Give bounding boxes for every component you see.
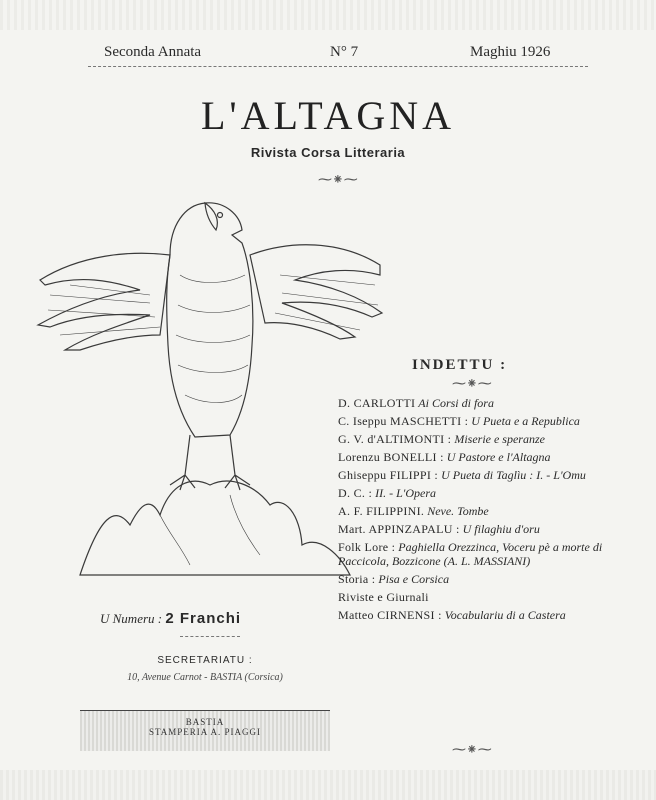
secretariat-label: SECRETARIATU :: [157, 655, 253, 666]
index-entry: Ghiseppu FILIPPI : U Pueta di Taglìu : I. - L'Omu: [338, 468, 586, 482]
issue-number: N° 7: [330, 44, 359, 60]
price-amount: 2 Franchi: [165, 610, 242, 627]
masthead-rule: [88, 66, 588, 67]
index-title: INDETTU :: [412, 357, 508, 373]
magazine-title: L'ALTAGNA: [200, 93, 456, 138]
index-entry: Storia : Pisa e Corsica: [338, 572, 450, 586]
index-entry: Matteo CIRNENSI : Vocabulariu di a Castera: [338, 608, 566, 622]
index-entry: C. Iseppu MASCHETTI : U Pueta e a Republica: [338, 414, 580, 428]
left-wing: [38, 253, 170, 350]
magazine-subtitle: Rivista Corsa Litteraria: [250, 145, 406, 160]
index-entry: D. CARLOTTI Ai Corsi di fora: [338, 396, 494, 410]
index-entry: G. V. d'ALTIMONTI : Miserie e speranze: [338, 432, 545, 446]
price-label: U Numeru :: [100, 611, 163, 626]
printer-city: BASTIA: [185, 717, 225, 727]
index-entry: A. F. FILIPPINI. Neve. Tombe: [338, 504, 489, 518]
end-ornament-icon: ⁓⁕⁓: [452, 743, 492, 758]
printer-block: [80, 710, 330, 751]
price-rule: [180, 636, 240, 637]
eagle-body: [167, 203, 253, 437]
right-wing: [250, 245, 382, 339]
index-entry: Lorenzu BONELLI : U Pastore e l'Altagna: [338, 450, 551, 464]
index-entry: Folk Lore : Paghiella Orezzinca, Voceru pè a morte di Paccicola, Bozzicone (A. L. MASSIANI): [338, 540, 603, 568]
printer-name: STAMPERIA A. PIAGGI: [148, 727, 262, 737]
year-label: Seconda Annata: [104, 44, 202, 60]
issue-date: Maghiu 1926: [470, 44, 551, 60]
ornament-icon: ⁓⁕⁓: [318, 173, 358, 188]
scan-texture-top: [0, 0, 656, 30]
index-entry: Mart. APPINZAPALU : U filaghiu d'oru: [338, 522, 540, 536]
price-line: [100, 610, 350, 627]
rock: [80, 481, 350, 575]
masthead-line: [0, 44, 656, 64]
secretariat-address: 10, Avenue Carnot - BASTIA (Corsica): [127, 672, 283, 683]
index-entry: D. C. : II. - L'Opera: [338, 486, 436, 500]
index-entry: Riviste e Giurnali: [338, 590, 429, 604]
index-ornament-icon: ⁓⁕⁓: [452, 377, 492, 392]
eagle-talons: [170, 435, 250, 490]
index-list: [338, 396, 646, 626]
scan-texture-bottom: [0, 770, 656, 800]
